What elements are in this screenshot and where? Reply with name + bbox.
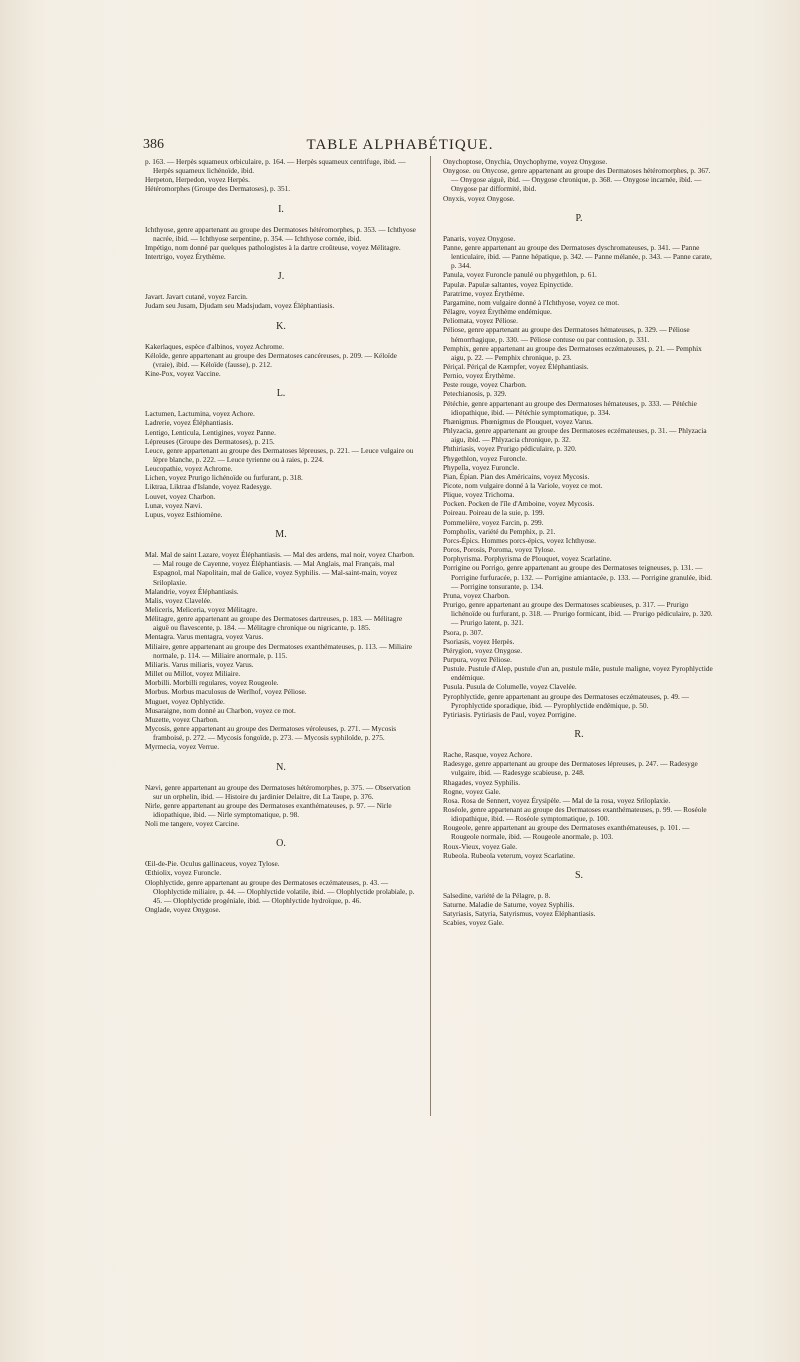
index-entry: Purpura, voyez Péliose. [443, 654, 512, 664]
section-letter: M. [275, 529, 287, 541]
index-entry: Roux-Vieux, voyez Gale. [443, 841, 518, 851]
index-entry: Mentagra. Varus mentagra, voyez Varus. [145, 632, 264, 642]
index-entry: Pommelière, voyez Farcin, p. 299. [443, 517, 544, 527]
index-entry: Herpeton, Herpedon, voyez Herpès. [145, 175, 250, 185]
index-entry: Prurigo, genre appartenant au groupe des Dermatoses scabieuses, p. 317. — Prurigo lichénoïde ou furfurant, p. 318. — Prurigo formicant, ibid. — Prurigo pédiculaire, p. 320. — Prurigo latent, p. 321. [443, 600, 713, 628]
index-entry: Panne, genre appartenant au groupe des Dermatoses dyschromateuses, p. 341. — Panne lenticulaire, ibid. — Panne hépatique, p. 342. — Panne mélanée, p. 343. — Panne carate, p. 344. [443, 242, 712, 271]
index-entry: Leucopathie, voyez Achrome. [145, 464, 233, 474]
index-entry: Pyrophlyctide, genre appartenant au groupe des Dermatoses eczémateuses, p. 49. — Pyrophlyctide sporadique, ibid. — Pyrophlyctide endémique, p. 50. [443, 691, 689, 710]
index-entry: Pytiriasis. Pytiriasis de Paul, voyez Porrigine. [443, 709, 577, 719]
section-letter: S. [574, 869, 584, 881]
index-entry: Mycosis, genre appartenant au groupe des Dermatoses véroleuses, p. 271. — Mycosis framboisé, p. 272. — Mycosis fongoïde, p. 273. — Mycosis syphiloïde, p. 275. [145, 724, 397, 743]
index-entry: Pian, Épian. Pian des Américains, voyez Mycosis. [443, 471, 590, 481]
index-entry: Meliceris, Meliceria, voyez Mélitagre. [145, 605, 258, 614]
index-entry: Muguet, voyez Ophlyctide. [145, 696, 225, 706]
page-number: 386 [143, 137, 164, 152]
section-letter: L. [276, 388, 286, 400]
index-entry: Olophlyctide, genre appartenant au groupe des Dermatoses eczémateuses, p. 43. — Olophlyctide miliaire, p. 44. — Olophlyctide volatile, ibid. — Olophlyctide prolabiale, p. 45. — Olophlyctide progéniale, ibid. — Olophlyctide hydroïque, p. 46. [145, 877, 415, 905]
index-entry: Lichen, voyez Prurigo lichénoïde ou furfurant, p. 318. [145, 473, 303, 483]
index-entry: Picote, nom vulgaire donné à la Variole, voyez ce mot. [443, 481, 603, 490]
index-entry: Myrmecia, voyez Verrue. [145, 742, 220, 752]
index-entry: Péliose, genre appartenant au groupe des Dermatoses hémateuses, p. 329. — Péliose hémorrhagique, p. 330. — Péliose contuse ou par contusion, p. 331. [443, 325, 690, 344]
index-entry: Muzette, voyez Charbon. [145, 714, 219, 724]
index-entry: Lupus, voyez Esthiomène. [145, 509, 223, 519]
index-entry: Porphyrisma. Porphyrisma de Plouquet, voyez Scarlatine. [443, 554, 612, 564]
index-entry: Morbilli. Morbilli regulares, voyez Rougeole. [145, 678, 279, 688]
index-entry: Radesyge, genre appartenant au groupe des Dermatoses lépreuses, p. 247. — Radesyge vulgaire, ibid. — Radesyge scabieuse, p. 248. [443, 759, 698, 778]
index-entry: Judam seu Jusam, Djudam seu Madsjudam, voyez Éléphantiasis. [145, 301, 335, 311]
index-entry: Nirle, genre appartenant au groupe des Dermatoses exanthémateuses, p. 97. — Nirle idiopathique, ibid. — Nirle symptomatique, p. 98. [145, 800, 392, 819]
index-entry: Pompholix, variété du Pemphix, p. 21. [443, 526, 556, 536]
index-entry: Scabies, voyez Gale. [443, 918, 504, 928]
index-entry: Lentigo, Lenticula, Lentigines, voyez Panne. [145, 427, 276, 437]
index-entry: Plique, voyez Trichoma. [443, 490, 515, 500]
section-letter: O. [276, 838, 286, 850]
index-entry: Lactumen, Lactumina, voyez Achore. [145, 409, 255, 419]
running-title: TABLE ALPHABÉTIQUE. [306, 137, 494, 153]
index-entry: Salsedine, variété de la Pélagre, p. 8. [443, 890, 551, 900]
index-entry: Poireau. Poireau de la suie, p. 199. [443, 508, 545, 518]
index-entry: Kéloïde, genre appartenant au groupe des Dermatoses cancéreuses, p. 209. — Kéloïde (vraie), ibid. — Kéloïde (fausse), p. 212. [145, 350, 397, 369]
section-letter: R. [574, 729, 584, 741]
index-entry: Musaraigne, nom donné au Charbon, voyez ce mot. [145, 705, 296, 715]
index-entry: Panula, voyez Furoncle panulé ou phygethlon, p. 61. [443, 270, 597, 280]
index-entry: Kakerlaques, espèce d'albinos, voyez Achrome. [145, 341, 284, 351]
index-entry: Psoriasis, voyez Herpès. [443, 636, 515, 646]
index-entry: Pemphix, genre appartenant au groupe des Dermatoses eczémateuses, p. 21. — Pemphix aigu, p. 22. — Pemphix chronique, p. 23. [443, 343, 702, 362]
index-entry: Porcs-Épics. Hommes porcs-épics, voyez Ichthyose. [443, 535, 596, 545]
index-entry: Pocken. Pocken de l'île d'Amboine, voyez Mycosis. [443, 499, 595, 509]
page-header [143, 137, 657, 153]
index-entry: Œil-de-Pie. Oculus gallinaceus, voyez Tylose. [145, 859, 280, 869]
index-entry: Phthiriasis, voyez Prurigo pédiculaire, p. 320. [443, 444, 577, 454]
index-entry: Intertrigo, voyez Érythème. [145, 252, 226, 262]
index-entry: Malandrie, voyez Éléphantiasis. [145, 586, 239, 596]
index-entry: Satyriasis, Satyria, Satyrismus, voyez Éléphantiasis. [443, 909, 596, 919]
index-entry: Pétéchie, genre appartenant au groupe des Dermatoses hémateuses, p. 333. — Pétéchie idiopathique, ibid. — Pétéchie symptomatique, p. 334. [443, 398, 697, 417]
index-entry: Malis, voyez Clavelée. [145, 595, 212, 605]
index-entry: Rache, Rasque, voyez Achore. [443, 750, 533, 760]
left-column [145, 157, 417, 914]
index-entry: Rhagades, voyez Syphilis. [443, 777, 521, 787]
index-entry: Paratrime, voyez Érythème. [443, 288, 525, 298]
index-entry: Poros, Porosis, Poroma, voyez Tylose. [443, 545, 556, 555]
section-letter: N. [276, 761, 286, 773]
index-entry: Morbus. Morbus maculosus de Werlhof, voyez Péliose. [145, 687, 307, 697]
index-entry: Papulæ. Papulæ saltantes, voyez Epinyctide. [443, 279, 573, 289]
index-entry: Millet ou Millot, voyez Miliaire. [145, 669, 241, 679]
section-letter: J. [277, 271, 285, 283]
index-entry: Saturne. Maladie de Saturne, voyez Syphilis. [443, 900, 575, 910]
section-letter: I. [278, 203, 284, 215]
index-entry: Miliaris. Varus miliaris, voyez Varus. [145, 659, 254, 669]
index-entry: Œthiolix, voyez Furoncle. [145, 868, 222, 878]
index-entry: Rubeola. Rubeola veterum, voyez Scarlatine. [443, 850, 575, 860]
index-entry: Louvet, voyez Charbon. [145, 491, 216, 501]
index-entry: Pernio, voyez Érythème. [443, 371, 516, 381]
index-entry: Mal. Mal de saint Lazare, voyez Éléphantiasis. — Mal des ardens, mal noir, voyez Charbon. — Mal rouge de Cayenne, voyez Éléphantiasis. — Mal Anglais, mal Français, mal Espagnol, mal Napolitain, mal de Galice, voyez Syphilis. — Mal-saint-main, voyez Sriloplaxie. [145, 550, 415, 587]
index-entry: Pélagre, voyez Érythème endémique. [443, 307, 552, 317]
index-entry: Psora, p. 307. [443, 627, 483, 637]
index-entry: Roséole, genre appartenant au groupe des Dermatoses exanthémateuses, p. 99. — Roséole idiopathique, ibid. — Roséole symptomatique, p. 100. [443, 805, 707, 824]
index-entry: Onygose. ou Onycose, genre appartenant au groupe des Dermatoses hétéromorphes, p. 367. — Onygose aiguë, ibid. — Onygose chronique, p. 368. — Onygose incarnée, ibid. — Onygose par difformité, ibid. [443, 166, 711, 194]
index-entry: Kine-Pox, voyez Vaccine. [145, 369, 221, 379]
index-entry: Rosa. Rosa de Sennert, voyez Érysipèle. — Mal de la rosa, voyez Sriloplaxie. [443, 795, 671, 805]
index-entry: Rougeole, genre appartenant au groupe des Dermatoses exanthémateuses, p. 101. — Rougeole normale, ibid. — Rougeole anormale, p. 103. [443, 823, 690, 842]
index-entry: Pargamine, nom vulgaire donné à l'Ichthyose, voyez ce mot. [443, 297, 620, 307]
section-letter: P. [575, 212, 583, 224]
right-column [443, 157, 715, 928]
index-entry: Porrigine ou Porrigo, genre appartenant au groupe des Dermatoses teigneuses, p. 131. — Porrigine furfuracée, p. 132. — Porrigine amiantacée, p. 133. — Porrigine granulée, ibid. — Porrigine tonsurante, p. 134. [443, 563, 712, 591]
index-entry: p. 163. — Herpès squameux orbiculaire, p. 164. — Herpès squameux centrifuge, ibid. — Herpès squameux lichénoïde, ibid. [145, 157, 406, 176]
index-entry: Nævi, genre appartenant au groupe des Dermatoses hétéromorphes, p. 375. — Observation sur un orphelin, ibid. — Histoire du jardinier Delaitre, dit La Taupe, p. 376. [145, 782, 411, 801]
index-entry: Leuce, genre appartenant au groupe des Dermatoses lépreuses, p. 221. — Leuce vulgaire ou lèpre blanche, p. 222. — Leuce tyrienne ou à raies, p. 224. [145, 445, 414, 464]
index-entry: Mélitagre, genre appartenant au groupe des Dermatoses dartreuses, p. 183. — Mélitagre aiguë ou flavescente, p. 184. — Mélitagre chronique ou nigricante, p. 185. [145, 614, 403, 633]
index-entry: Petechianosis, p. 329. [443, 389, 507, 399]
index-entry: Peste rouge, voyez Charbon. [443, 380, 527, 390]
index-entry: Phænigmus. Phœnigmus de Plouquet, voyez Varus. [443, 416, 593, 426]
index-entry: Javart. Javart cutané, voyez Farcin. [145, 292, 248, 302]
index-entry: Lunæ, voyez Nævi. [145, 500, 203, 510]
index-entry: Ladrerie, voyez Éléphantiasis. [145, 418, 234, 428]
index-entry: Hétéromorphes (Groupe des Dermatoses), p. 351. [145, 184, 291, 194]
index-entry: Onyxis, voyez Onygose. [443, 193, 515, 203]
index-entry: Onychoptose, Onychia, Onychophyme, voyez Onygose. [443, 157, 608, 166]
index-entry: Noli me tangere, voyez Carcine. [145, 819, 240, 829]
index-entry: Pusula. Pusula de Columelle, voyez Clavelée. [443, 682, 577, 692]
index-entry: Miliaire, genre appartenant au groupe des Dermatoses exanthémateuses, p. 113. — Miliaire normale, p. 114. — Miliaire anormale, p. 115. [145, 641, 412, 660]
index-entry: Impétigo, nom donné par quelques pathologistes à la dartre croûteuse, voyez Mélitagre. [145, 242, 401, 252]
index-entry: Liktraa, Liktraa d'Islande, voyez Radesyge. [145, 482, 272, 492]
index-entry: Panaris, voyez Onygose. [443, 233, 516, 243]
index-entry: Pustule. Pustule d'Alep, pustule d'un an, pustule mâle, pustule maligne, voyez Pyrophlyctide endémique. [443, 664, 713, 683]
section-letter: K. [276, 320, 286, 332]
index-entry: Peliomata, voyez Péliose. [443, 316, 518, 326]
index-entry: Phlyzacia, genre appartenant au groupe des Dermatoses eczémateuses, p. 31. — Phlyzacia aigu, ibid. — Phlyzacia chronique, p. 32. [443, 426, 707, 445]
index-entry: Phygethlon, voyez Furoncle. [443, 453, 527, 463]
index-entry: Onglade, voyez Onygose. [145, 905, 221, 915]
index-entry: Lépreuses (Groupe des Dermatoses), p. 215. [145, 436, 275, 446]
index-entry: Pruna, voyez Charbon. [443, 590, 510, 600]
column-divider [430, 156, 431, 1116]
index-entry: Ichthyose, genre appartenant au groupe des Dermatoses hétéromorphes, p. 353. — Ichthyose nacrée, ibid. — Ichthyose serpentine, p. 354. — Ichthyose cornée, ibid. [145, 224, 416, 243]
index-entry: Phypella, voyez Furoncle. [443, 462, 520, 472]
index-entry: Ptérygion, voyez Onygose. [443, 645, 523, 655]
index-entry: Rogne, voyez Gale. [443, 786, 501, 796]
index-entry: Périçal. Périçal de Kæmpfer, voyez Éléphantiasis. [443, 361, 589, 371]
